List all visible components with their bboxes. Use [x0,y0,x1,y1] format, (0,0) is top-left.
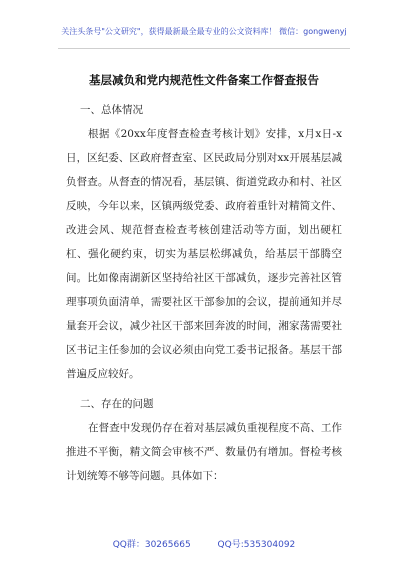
footer-qq-group: QQ群：30265665 [112,540,191,550]
header-divider [58,48,350,49]
problems-paragraph: 在督查中发现仍存在着对基层减负重视程度不高、工作推进不平衡，精文简会审核不严、数量仍有增加。督检考核计划统筹不够等问题。具体如下： [66,422,342,482]
section-heading-overview: 一、总体情况 [80,104,143,116]
footer-contact [0,537,408,550]
section-heading-problems: 二、存在的问题 [80,398,154,410]
document-body [66,92,342,488]
overview-paragraph: 根据《20xx年度督查检查考核计划》安排，x月x日-x日，区纪委、区政府督查室、区民政局分别对xx开展基层减负督查。从督查的情况看，基层镇、街道党政办和村、社区反映，今年以来，区镇两级党委、政府着重针对精简文件、改进会风、规范督查检查考核创建活动等方面，划出硬杠杠、强化硬约束，切实为基层松绑减负，给基层干部腾空间。比如像南湖新区坚持给社区干部减负，逐步完善社区管理事项负面清单，需要社区干部参加的会议，提前通知并尽量套开会议，减少社区干部来回奔波的时间，湘家荡需要社区书记主任参加的会议必须由向党工委书记报备。基层干部普遍反应较好。 [66,128,342,380]
header-banner: 关注头条号"公文研究"，获得最新最全最专业的公文资料库！ 微信：gongwenyj [61,27,347,36]
document-title: 基层减负和党内规范性文件备案工作督查报告 [89,73,319,87]
footer-qq-number: QQ号:535304092 [217,540,296,550]
